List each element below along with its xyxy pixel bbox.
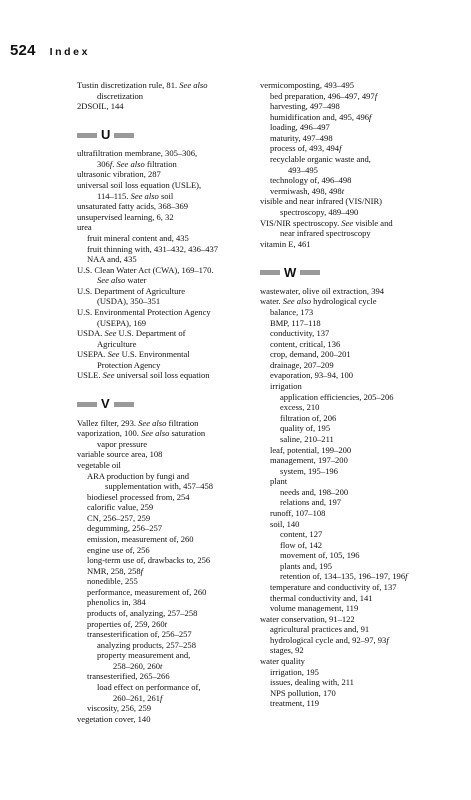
index-entry: unsupervised learning, 6, 32 (77, 211, 174, 222)
index-entry: temperature and conductivity of, 137 (270, 582, 397, 593)
index-entry: relations and, 197 (280, 497, 342, 508)
index-entry: vapor pressure (97, 438, 148, 449)
index-entry: treatment, 119 (270, 698, 320, 709)
index-entry: vegetable oil (77, 459, 121, 470)
index-entry: vitamin E, 461 (260, 238, 311, 249)
section-letter: W (284, 264, 297, 280)
index-entry: urea (77, 222, 92, 233)
index-entry: content, critical, 136 (270, 338, 341, 349)
index-entry: 306f. See also filtration (97, 158, 177, 169)
index-entry: U.S. Environmental Protection Agency (77, 306, 211, 317)
index-entry: U.S. Department of Agriculture (77, 285, 185, 296)
section-letter-heading (77, 397, 257, 413)
index-entry: bed preparation, 496–497, 497f (270, 90, 378, 101)
index-entry: long-term use of, drawbacks to, 256 (87, 555, 211, 566)
index-entry: Protection Agency (97, 359, 161, 370)
index-entry: degumming, 256–257 (87, 523, 163, 534)
heading-rule (260, 270, 280, 275)
index-entry: harvesting, 497–498 (270, 101, 340, 112)
index-entry: calorific value, 259 (87, 502, 154, 513)
index-entry: drainage, 207–209 (270, 359, 334, 370)
index-entry: system, 195–196 (280, 465, 338, 476)
index-entry: Tustin discretization rule, 81. See also (77, 80, 208, 90)
index-entry: water. See also hydrological cycle (260, 296, 377, 307)
heading-rule (77, 402, 97, 407)
index-entry: biodiesel processed from, 254 (87, 491, 190, 502)
index-entry: properties of, 259, 260t (87, 618, 167, 629)
index-entry: vermicomposting, 493–495 (260, 80, 355, 90)
index-entry: 114–115. See also soil (97, 190, 174, 201)
index-entry: See also water (97, 275, 147, 286)
section-letter-heading (77, 127, 257, 143)
index-entry: movement of, 105, 196 (280, 550, 360, 561)
index-entry: USLE. See universal soil loss equation (77, 370, 210, 381)
index-entry: (USDA), 350–351 (97, 296, 161, 307)
index-entry: near infrared spectroscopy (280, 228, 371, 239)
index-entry: NMR, 258, 258f (87, 565, 144, 576)
index-entry: nonedible, 255 (87, 576, 138, 587)
index-entry: content, 127 (280, 529, 323, 540)
index-entry: water conservation, 91–122 (260, 613, 355, 624)
index-entry: ultrasonic vibration, 287 (77, 169, 161, 180)
index-entry: (USEPA), 169 (97, 317, 147, 328)
heading-rule (300, 270, 320, 275)
index-entry: VIS/NIR spectroscopy. See visible and (260, 217, 393, 228)
index-entry: Vallez filter, 293. See also filtration (77, 417, 199, 428)
index-entry: conductivity, 137 (270, 328, 330, 339)
index-entry: crop, demand, 200–201 (270, 349, 351, 360)
index-entry: ARA production by fungi and (87, 470, 190, 481)
section-letter: V (101, 396, 110, 412)
index-entry: retention of, 134–135, 196–197, 196f (280, 571, 408, 582)
index-entry: 2DSOIL, 144 (77, 101, 124, 112)
index-entry: excess, 210 (280, 402, 320, 413)
index-entry: plant (270, 476, 288, 487)
section-letter: U (101, 127, 111, 143)
running-head: Index (49, 46, 91, 58)
index-entry: water quality (260, 656, 305, 667)
index-entry: unsaturated fatty acids, 368–369 (77, 201, 189, 212)
index-entry: fruit mineral content and, 435 (87, 232, 189, 243)
index-entry: irrigation (270, 381, 302, 392)
index-entry: wastewater, olive oil extraction, 394 (260, 285, 385, 296)
index-entry: filtration of, 206 (280, 412, 337, 423)
index-entry: NPS pollution, 170 (270, 687, 336, 698)
index-entry: management, 197–200 (270, 455, 348, 466)
index-entry: flow of, 142 (280, 539, 323, 550)
heading-rule (114, 133, 134, 138)
index-entry: BMP, 117–118 (270, 317, 321, 328)
index-column-right (260, 80, 455, 709)
index-entry: NAA and, 435 (87, 254, 137, 265)
spacer (260, 249, 455, 260)
index-entry: application efficiencies, 205–206 (280, 391, 394, 402)
index-entry: issues, dealing with, 211 (270, 677, 354, 688)
index-entry: humidification and, 495, 496f (270, 111, 372, 122)
heading-rule (114, 402, 134, 407)
index-entry: hydrological cycle and, 92–97, 93f (270, 634, 389, 645)
index-entry: engine use of, 256 (87, 544, 150, 555)
index-entry: loading, 496–497 (270, 122, 330, 133)
section-letter-heading (260, 265, 455, 281)
index-entry: analyzing products, 257–258 (97, 639, 196, 650)
index-entry: performance, measurement of, 260 (87, 586, 207, 597)
index-entry: technology of, 496–498 (270, 175, 352, 186)
index-entry: products of, analyzing, 257–258 (87, 608, 198, 619)
index-entry: supplementation with, 457–458 (105, 481, 214, 492)
index-entry: stages, 92 (270, 645, 304, 656)
index-entry: fruit thinning with, 431–432, 436–437 (87, 243, 219, 254)
index-entry: vaporization, 100. See also saturation (77, 428, 206, 439)
index-entry: variable source area, 108 (77, 449, 163, 460)
index-entry: saline, 210–211 (280, 433, 334, 444)
index-entry: maturity, 497–498 (270, 132, 333, 143)
index-entry: process of, 493, 494f (270, 143, 342, 154)
index-entry: universal soil loss equation (USLE), (77, 180, 202, 191)
index-entry: discretization (97, 90, 144, 101)
index-entry: U.S. Clean Water Act (CWA), 169–170. (77, 264, 214, 275)
index-entry: thermal conductivity and, 141 (270, 592, 373, 603)
page-number: 524 (10, 42, 36, 59)
index-entry: volume management, 119 (270, 603, 359, 614)
index-entry: vermiwash, 498, 498t (270, 185, 345, 196)
index-entry: leaf, potential, 199–200 (270, 444, 352, 455)
page-header (10, 42, 90, 62)
index-entry: agricultural practices and, 91 (270, 624, 370, 635)
index-entry: emission, measurement of, 260 (87, 533, 194, 544)
spacer (77, 381, 257, 392)
index-entry: 493–495 (288, 164, 318, 175)
index-entry: visible and near infrared (VIS/NIR) (260, 196, 382, 207)
index-entry: transesterified, 265–266 (87, 671, 170, 682)
index-column-left (77, 80, 257, 724)
index-entry: runoff, 107–108 (270, 507, 326, 518)
index-entry: 258–260, 260t (113, 660, 163, 671)
index-entry: needs and, 198–200 (280, 486, 349, 497)
index-entry: viscosity, 256, 259 (87, 703, 152, 714)
index-entry: Agriculture (97, 338, 137, 349)
index-entry: balance, 173 (270, 306, 314, 317)
index-entry: recyclable organic waste and, (270, 154, 371, 165)
index-entry: phenolics in, 384 (87, 597, 146, 608)
index-entry: transesterification of, 256–257 (87, 629, 192, 640)
index-entry: vegetation cover, 140 (77, 713, 151, 724)
index-entry: USDA. See U.S. Department of (77, 328, 186, 339)
index-entry: ultrafiltration membrane, 305–306, (77, 148, 198, 159)
index-entry: property measurement and, (97, 650, 191, 661)
index-entry: CN, 256–257, 259 (87, 512, 151, 523)
index-entry: soil, 140 (270, 518, 300, 529)
spacer (77, 112, 257, 123)
index-entry: irrigation, 195 (270, 666, 319, 677)
index-entry: load effect on performance of, (97, 682, 201, 693)
index-entry: evaporation, 93–94, 100 (270, 370, 354, 381)
index-entry: quality of, 195 (280, 423, 331, 434)
index-entry: USEPA. See U.S. Environmental (77, 349, 190, 360)
heading-rule (77, 133, 97, 138)
index-entry: spectroscopy, 489–490 (280, 206, 359, 217)
index-entry: plants and, 195 (280, 560, 332, 571)
index-entry: 260–261, 261f (113, 692, 163, 703)
